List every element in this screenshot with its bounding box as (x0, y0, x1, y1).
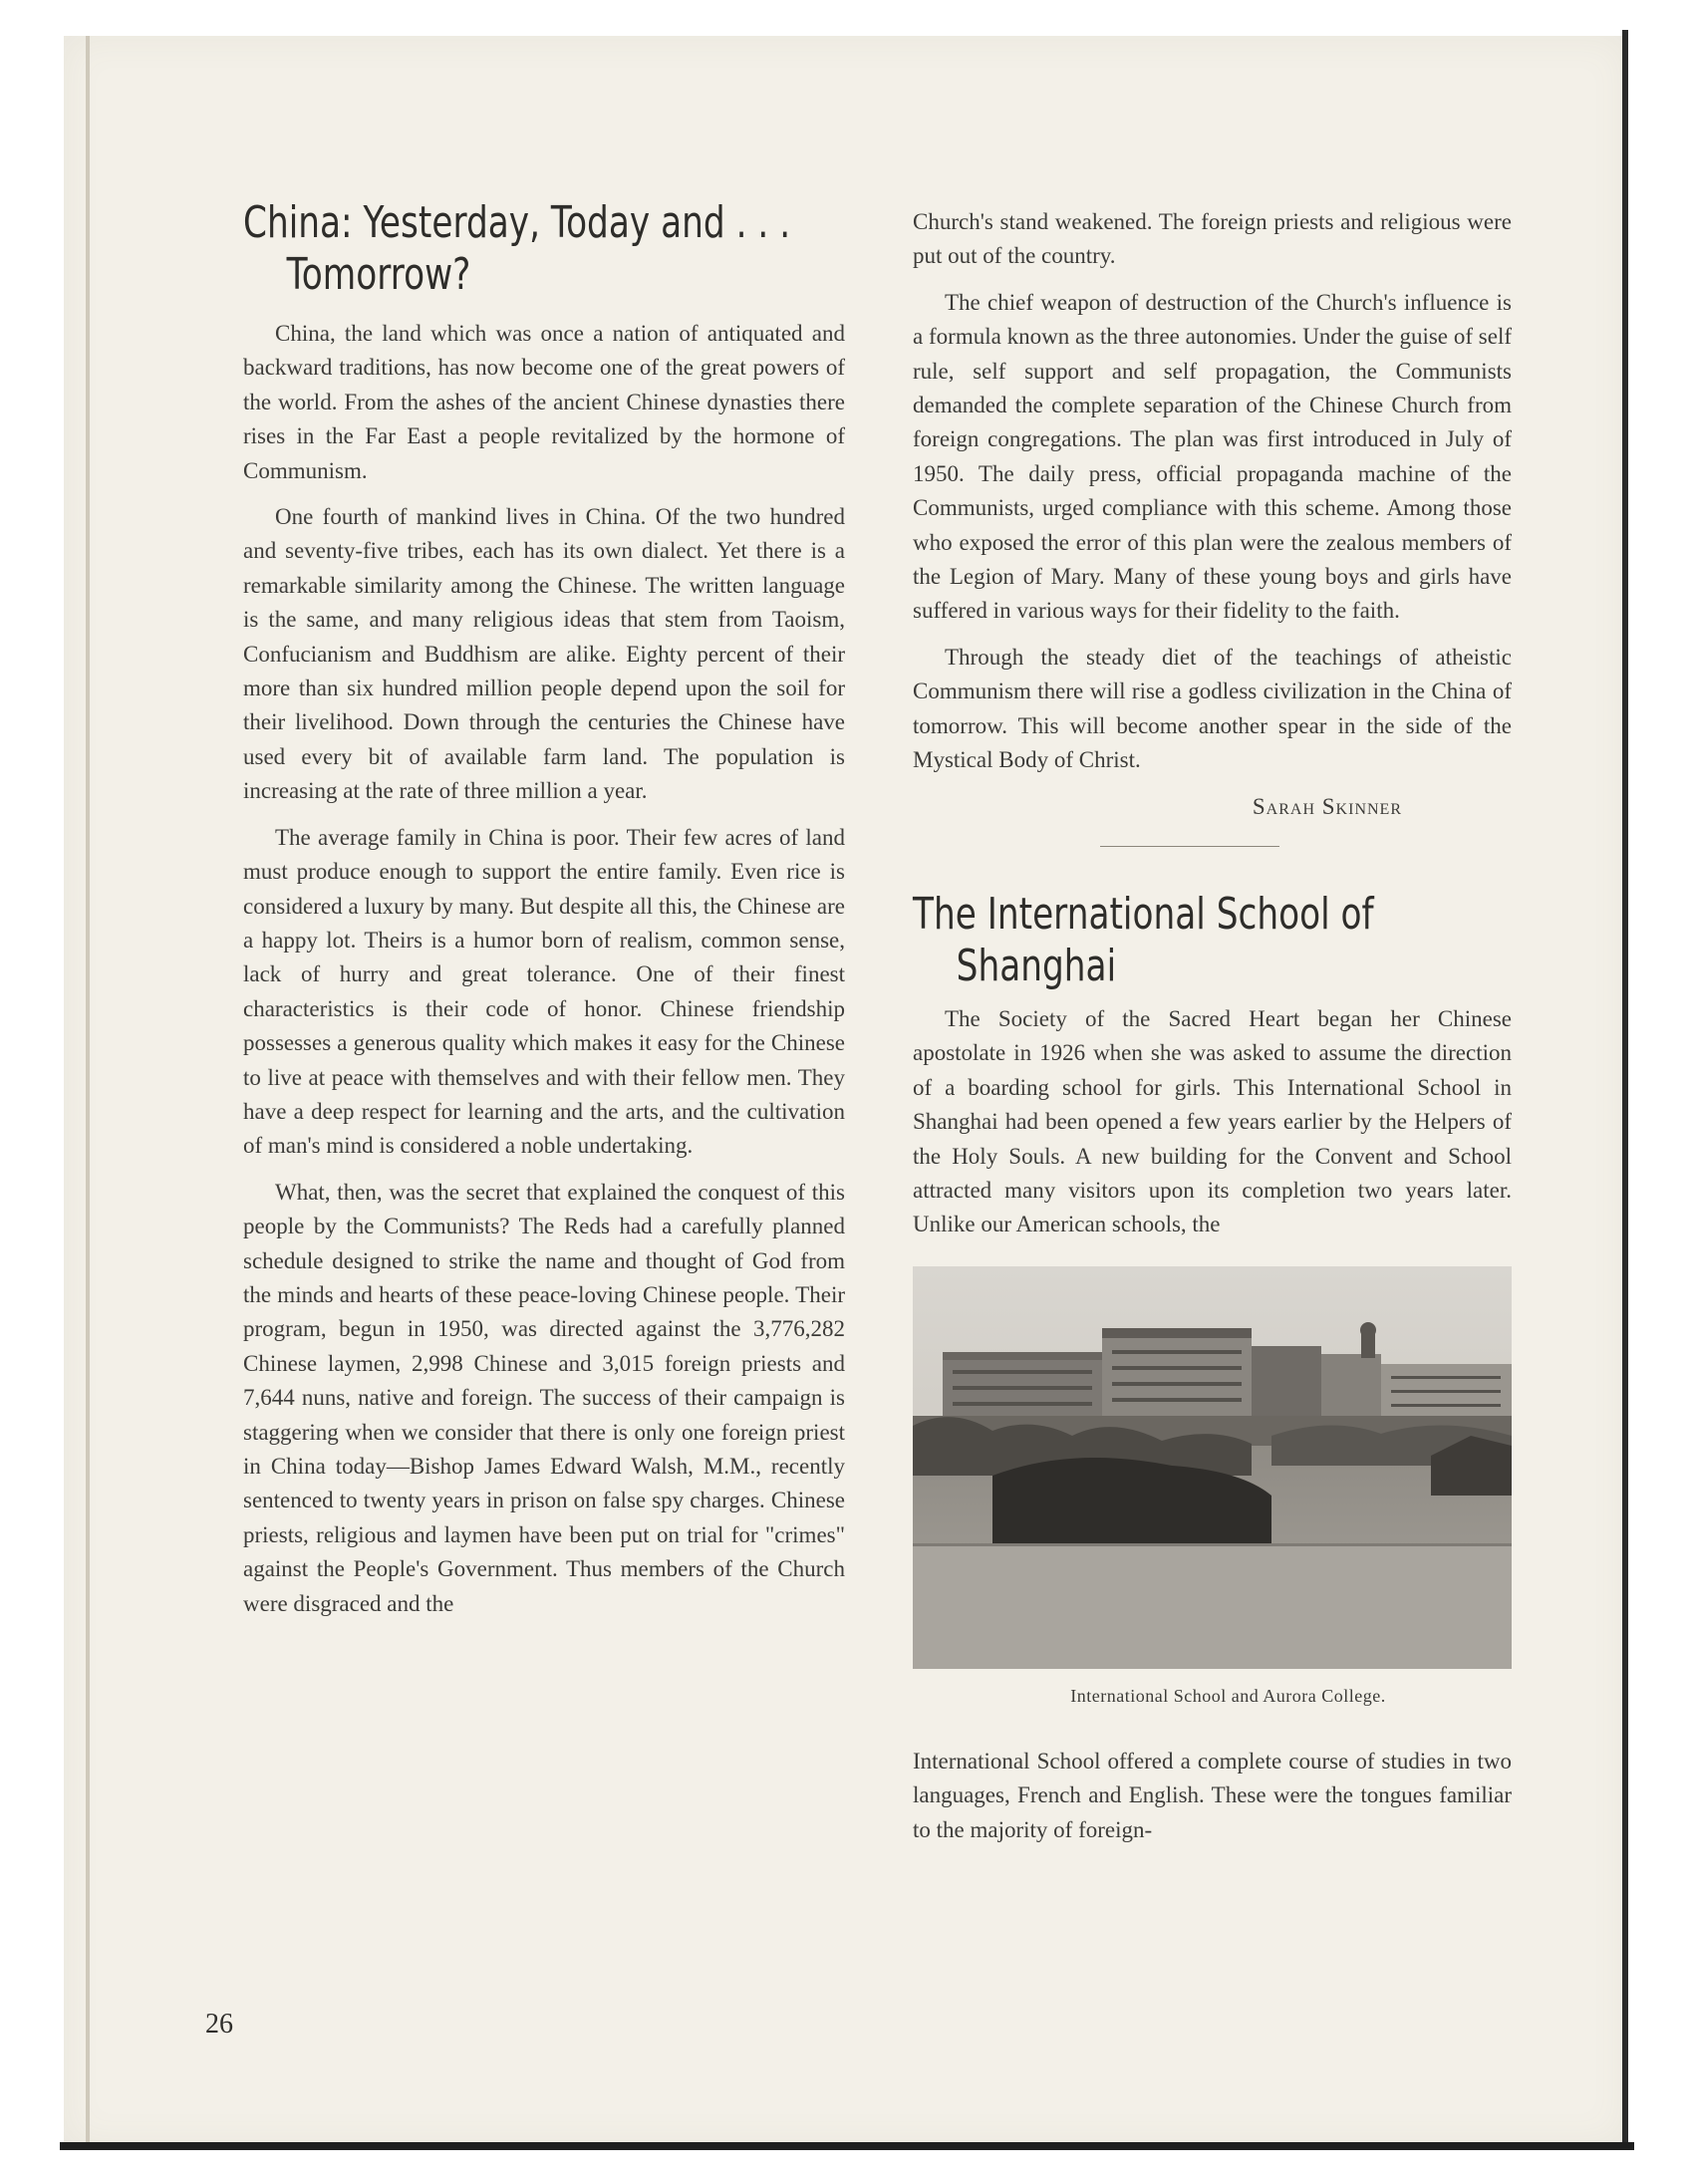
article1-title (243, 197, 849, 301)
page-right-edge (1622, 30, 1628, 2146)
right-column (913, 205, 1512, 1859)
article2-title-line1: The International School of (913, 888, 1374, 940)
article1-continued-paragraph-3: Through the steady diet of the teachings of atheistic Communism there will rise a godless civilization in the China of tomorrow. This will become another spear in the side of the Mystical Body of Christ. (913, 644, 1512, 773)
article1-paragraph-2: One fourth of mankind lives in China. Of the two hundred and seventy-five tribes, each has its own dialect. Yet there is a remarkable similarity among the Chinese. The written language is the same, and many religious ideas that stem from Taoism, Confucianism and Buddhism are alike. Eighty percent of their more than six hundred million people depend upon the soil for their livelihood. Down through the centuries the Chinese have used every bit of available farm land. The population is increasing at the rate of three million a year. (243, 504, 845, 804)
article1-author: Sarah Skinner (1252, 793, 1402, 819)
article1-paragraph-1: China, the land which was once a nation of antiquated and backward traditions, has now become one of the great powers of the world. From the ashes of the ancient Chinese dynasties there rises in the Far East a people revitalized by the hormone of Communism. (243, 321, 845, 483)
page-number: 26 (205, 2009, 233, 2040)
left-column (243, 197, 845, 1633)
article1-paragraph-3: The average family in China is poor. Their few acres of land must produce enough to support the entire family. Even rice is considered a luxury by many. But despite all this, the Chinese are a happy lot. Theirs is a humor born of realism, common sense, lack of hurry and great tolerance. One of their finest characteristics is their code of honor. Chinese friendship possesses a generous quality which makes it easy for the Chinese to live at peace with themselves and with their fellow men. They have a deep respect for learning and the arts, and the cultivation of man's mind is considered a noble undertaking. (243, 824, 845, 1159)
article1-continued-paragraph-1: Church's stand weakened. The foreign priests and religious were put out of the country. (913, 209, 1512, 269)
article1-paragraph-4: What, then, was the secret that explained the conquest of this people by the Communists? The Reds had a carefully planned schedule designed to strike the name and thought of God from the minds and hearts of these peace-loving Chinese people. Their program, begun in 1950, was directed against the 3,776,282 Chinese laymen, 2,998 Chinese and 3,015 foreign priests and 7,644 nuns, native and foreign. The success of their campaign is staggering when we consider that there is only one foreign priest in China today—Bishop James Edward Walsh, M.M., recently sentenced to twenty years in prison on false spy charges. Chinese priests, religious and laymen have been put on trial for "crimes" against the People's Government. Thus members of the Church were disgraced and the (243, 1179, 845, 1616)
school-photo (913, 1266, 1512, 1669)
article1-title-line2: Tomorrow? (286, 249, 471, 300)
scan-background (0, 0, 1690, 36)
photo-caption: International School and Aurora College. (1070, 1685, 1386, 1706)
section-divider (1100, 846, 1279, 847)
article1-continued-paragraph-2: The chief weapon of destruction of the Church's influence is a formula known as the three autonomies. Under the guise of self rule, self support and self propagation, the Communists demanded the complete separation of the Chinese Church from foreign congregations. The plan was first introduced in July of 1950. The daily press, official propaganda machine of the Communists, urged compliance with this scheme. Among those who exposed the error of this plan were the zealous members of the Legion of Mary. Many of these young boys and girls have suffered in various ways for their fidelity to the faith. (913, 289, 1512, 624)
page-bottom-edge (60, 2142, 1634, 2150)
article1-title-line1: China: Yesterday, Today and . . . (243, 197, 791, 248)
article2-paragraph-2: International School offered a complete course of studies in two languages, French and English. These were the tongues familiar to the majority of foreign- (913, 1748, 1512, 1842)
article2-paragraph-1: The Society of the Sacred Heart began her Chinese apostolate in 1926 when she was asked to assume the direction of a boarding school for girls. This International School in Shanghai had been opened a few years earlier by the Helpers of the Holy Souls. A new building for the Convent and School attracted many visitors upon its completion two years later. Unlike our American schools, the (913, 1005, 1512, 1237)
article2-title (913, 889, 1519, 992)
article2-title-line2: Shanghai (956, 940, 1117, 991)
binding-shadow (86, 36, 90, 2146)
